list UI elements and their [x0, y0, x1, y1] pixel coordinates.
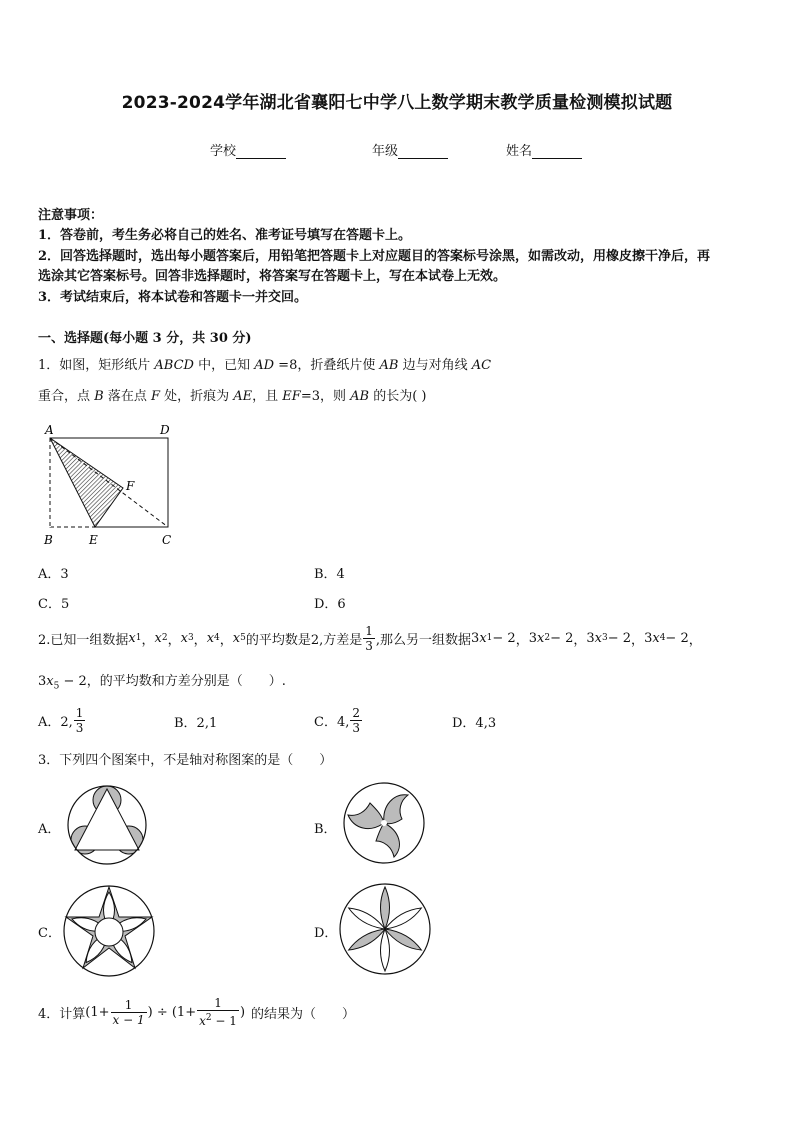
q2-text: ，: [219, 632, 233, 648]
q3-stem: 3．下列四个图案中，不是轴对称图案的是（ ）: [38, 753, 333, 768]
q2-num: 3: [471, 630, 480, 646]
q2-var: x: [154, 630, 162, 646]
q2-sub: 1: [135, 633, 142, 643]
q3-option-a-label: A．: [38, 822, 61, 837]
q1-option-b: B．4: [314, 567, 345, 582]
q1-var: EF: [282, 389, 301, 404]
notice-item: 2．回答选择题时，选出每小题答案后，用铅笔把答题卡上对应题目的答案标号涂黑，如需改动，用橡皮擦干净后，再: [38, 249, 711, 264]
section-heading: 一、选择题(每小题 3 分，共 30 分): [38, 331, 252, 346]
label-e: E: [89, 533, 98, 547]
q2-sub: 3: [602, 633, 608, 643]
q1-var: ABCD: [154, 358, 194, 373]
q2-var: x: [594, 630, 603, 646]
notice-item: 3．考试结束后，将本试卷和答题卡一并交回。: [38, 290, 308, 305]
q4-text: (1+: [85, 1004, 110, 1020]
frac-den-exp: 2: [205, 1013, 212, 1023]
q1-var: AB: [379, 358, 399, 373]
q2-option-c: [314, 704, 363, 736]
q2-fraction: [363, 624, 375, 653]
q2-text: ，: [573, 632, 587, 648]
q2-sub: 3: [187, 633, 194, 643]
q1-text: 落在点: [103, 389, 151, 404]
q1-option-d: D．6: [314, 597, 346, 612]
q2-text: − 2: [492, 630, 516, 646]
label-f: F: [126, 479, 135, 493]
frac-den: 3: [352, 720, 360, 735]
q4-text: ) ÷ (1+: [147, 1004, 197, 1020]
q2-text: − 2: [59, 674, 87, 689]
frac-num: 1: [111, 998, 147, 1013]
q1-text: 的长为( ): [369, 389, 427, 404]
diagonal-ac: [50, 438, 168, 527]
q2-var: x: [652, 630, 660, 646]
q1-var: AD: [254, 358, 275, 373]
q4-text: 的结果为（ ）: [251, 1006, 356, 1022]
frac-den: 3: [365, 638, 373, 653]
label-b: B: [44, 533, 53, 547]
q2-text: ,那么另一组数据: [375, 632, 472, 648]
q2-text: − 2: [550, 630, 574, 646]
q2-var: x: [232, 630, 241, 646]
q3-option-b-label: B．: [314, 822, 337, 837]
q2-text: ，的平均数和方差分别是（ ）.: [86, 674, 286, 689]
q2-num: 3: [644, 630, 653, 646]
q2-var: x: [46, 674, 54, 689]
frac-num: 1: [197, 996, 239, 1011]
q3-figure-c: [62, 884, 156, 978]
q2-text: ，: [515, 632, 529, 648]
q4-text: 4．计算: [38, 1006, 86, 1022]
notice-item: 选涂其它答案标号。回答非选择题时，将答案写在答题卡上，写在本试卷上无效。: [38, 269, 507, 284]
q2-var: x: [128, 630, 136, 646]
q4-fraction-2: [197, 996, 239, 1028]
q1-text: 处，折痕为: [160, 389, 234, 404]
q2-option-fraction: [74, 706, 86, 735]
q2-text: ，: [688, 632, 702, 648]
page-title: 2023-2024学年湖北省襄阳七中学八上数学期末教学质量检测模拟试题: [121, 93, 673, 113]
q4-stem: [38, 994, 355, 1030]
q2-var: x: [206, 630, 215, 646]
q1-var: AC: [471, 358, 492, 373]
school-label: 学校: [210, 144, 237, 159]
q1-text: 边与对角线: [398, 358, 472, 373]
notice-heading: 注意事项：: [38, 208, 104, 223]
grade-label: 年级: [372, 144, 399, 159]
q1-var: B: [94, 389, 104, 404]
q2-text: ，: [193, 632, 207, 648]
q1-var: AB: [350, 389, 370, 404]
q2-text: − 2: [607, 630, 632, 646]
frac-den: [197, 1011, 239, 1028]
q2-sub: 5: [53, 681, 60, 692]
frac-num: 1: [365, 623, 373, 638]
q1-text: 1．如图，矩形纸片: [38, 358, 155, 373]
q1-option-c: C．5: [38, 597, 70, 612]
q2-sub: 5: [240, 633, 246, 643]
q2-text: 的平均数是2,方差是: [245, 632, 363, 648]
q2-option-text: C．4,: [314, 714, 350, 730]
q3-option-d-label: D．: [314, 926, 338, 941]
q2-sub: 2: [161, 633, 168, 643]
q2-text: ，: [167, 632, 181, 648]
frac-den: 3: [75, 720, 84, 735]
q2-option-a: [38, 704, 86, 736]
q2-option-fraction: [350, 706, 362, 735]
frac-num: 1: [75, 705, 84, 720]
q2-option-text: A．2,: [38, 714, 73, 730]
q3-figure-a: [66, 784, 148, 866]
q2-stem-line2: [38, 670, 286, 692]
label-c: C: [162, 533, 172, 547]
q2-num: 3: [528, 630, 537, 646]
label-d: D: [160, 423, 170, 437]
q4-text: ): [239, 1004, 246, 1020]
q2-var: x: [180, 630, 188, 646]
q2-text: ，: [141, 632, 155, 648]
notice-item: 1．答卷前，考生务必将自己的姓名、准考证号填写在答题卡上。: [38, 228, 412, 243]
q1-text: =8，折叠纸片使: [274, 358, 380, 373]
frac-num: 2: [352, 705, 360, 720]
q1-option-a: A．3: [38, 567, 69, 582]
q2-option-b: B．2,1: [174, 716, 218, 731]
q3-figure-d: [338, 882, 432, 976]
q2-sub: 2: [544, 633, 551, 643]
q2-text: ，: [631, 632, 645, 648]
q1-text: ，且: [252, 389, 283, 404]
q1-var: AE: [233, 389, 253, 404]
q1-text: =3，则: [300, 389, 351, 404]
q2-sub: 4: [214, 633, 220, 643]
q2-stem-line1: [38, 622, 702, 654]
q4-fraction-1: [111, 998, 147, 1027]
q2-sub: 4: [659, 633, 666, 643]
frac-den-base: x: [199, 1014, 206, 1028]
q1-text: 中，已知: [193, 358, 255, 373]
q2-option-d: D．4,3: [452, 716, 497, 731]
q2-var: x: [479, 630, 487, 646]
name-label: 姓名: [506, 144, 533, 159]
q2-text: − 2: [665, 630, 689, 646]
q2-var: x: [537, 630, 545, 646]
q2-sub: 1: [486, 633, 493, 643]
label-a: A: [45, 423, 54, 437]
q2-text: 2.已知一组数据: [38, 632, 129, 648]
q2-num: 3: [38, 674, 47, 689]
frac-den: x − 1: [112, 1012, 145, 1027]
q1-var: F: [150, 389, 160, 404]
q3-figure-b: [342, 781, 426, 865]
q2-num: 3: [586, 630, 595, 646]
folded-triangle: [50, 438, 123, 527]
q1-text: 重合，点: [38, 389, 95, 404]
frac-den-tail: − 1: [211, 1014, 237, 1028]
q3-option-c-label: C．: [38, 926, 61, 941]
